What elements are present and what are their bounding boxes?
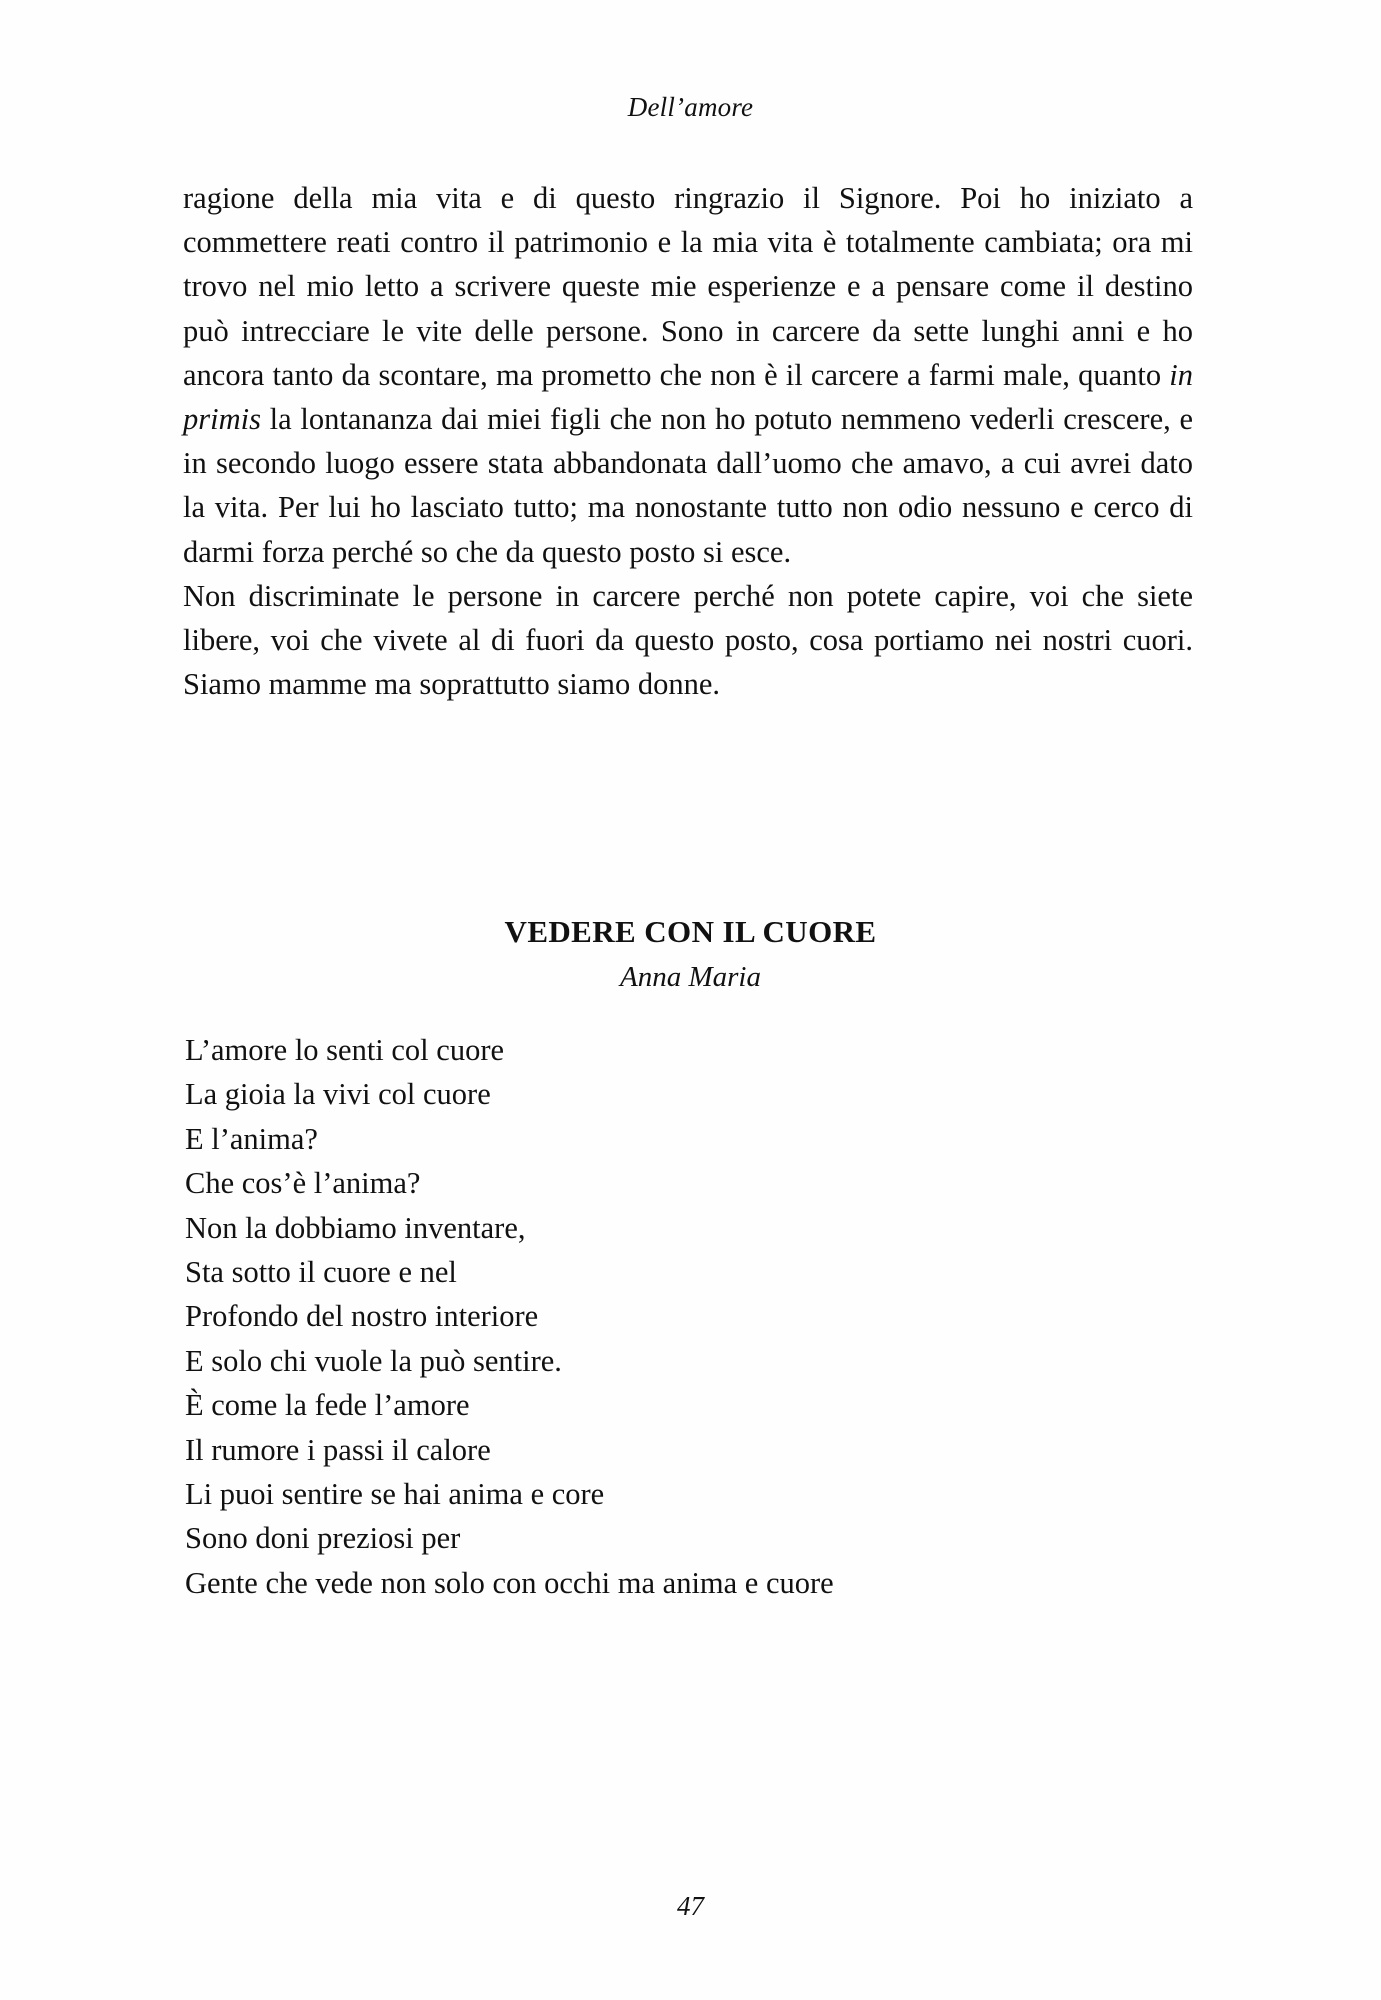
poem-line: E solo chi vuole la può sentire.: [185, 1343, 562, 1378]
poem-line: L’amore lo senti col cuore: [185, 1033, 505, 1067]
paragraph-1-segment-1: in primis: [183, 357, 1193, 437]
paragraph-1-segment-2: la lontananza dai miei figli che non ho potuto nemmeno vederli crescere, e in secondo luogo essere stata abbandonata dall’uomo che amavo, a cui avrei dato la vita. Per lui ho lasciato tutto; ma nonostante tutto non odio nessuno e cerco di darmi forza perché so che da questo posto si esce.: [183, 402, 1193, 569]
poem-line: Non la dobbiamo inventare,: [185, 1210, 526, 1245]
poem-line: Sta sotto il cuore e nel: [185, 1255, 457, 1290]
prose-text-block: [183, 176, 1193, 706]
poem-line: Li puoi sentire se hai anima e core: [185, 1477, 605, 1512]
running-header: Dell’amore: [627, 92, 754, 122]
poem-line: Gente che vede non solo con occhi ma anima e cuore: [185, 1565, 834, 1600]
poem-body: [185, 1028, 1195, 1605]
paragraph-1: [183, 176, 1193, 574]
poem-line: È come la fede l’amore: [185, 1388, 470, 1423]
poem-line: E l’anima?: [185, 1121, 318, 1156]
poem-line: Sono doni preziosi per: [185, 1521, 461, 1556]
page-number: 47: [677, 1891, 704, 1921]
poem-author: Anna Maria: [620, 961, 761, 993]
poem-heading-group: [0, 912, 1381, 997]
poem-line: Il rumore i passi il calore: [185, 1432, 491, 1467]
poem-line: Profondo del nostro interiore: [185, 1299, 539, 1334]
poem-line: Che cos’è l’anima?: [185, 1166, 421, 1201]
paragraph-1-segment-0: ragione della mia vita e di questo ringrazio il Signore. Poi ho iniziato a commettere reati contro il patrimonio e la mia vita è totalmente cambiata; ora mi trovo nel mio letto a scrivere queste mie esperienze e a pensare come il destino può intrecciare le vite delle persone. Sono in carcere da sette lunghi anni e ho ancora tanto da scontare, ma prometto che non è il carcere a farmi male, quanto: [183, 181, 1193, 392]
paragraph-2: [183, 574, 1193, 707]
paragraph-2-segment-0: Non discriminate le persone in carcere perché non potete capire, voi che siete libere, voi che vivete al di fuori da questo posto, cosa portiamo nei nostri cuori. Siamo mamme ma soprattutto siamo donne.: [183, 578, 1193, 702]
poem-line: La gioia la vivi col cuore: [185, 1077, 491, 1112]
poem-title: VEDERE CON IL CUORE: [504, 914, 877, 949]
